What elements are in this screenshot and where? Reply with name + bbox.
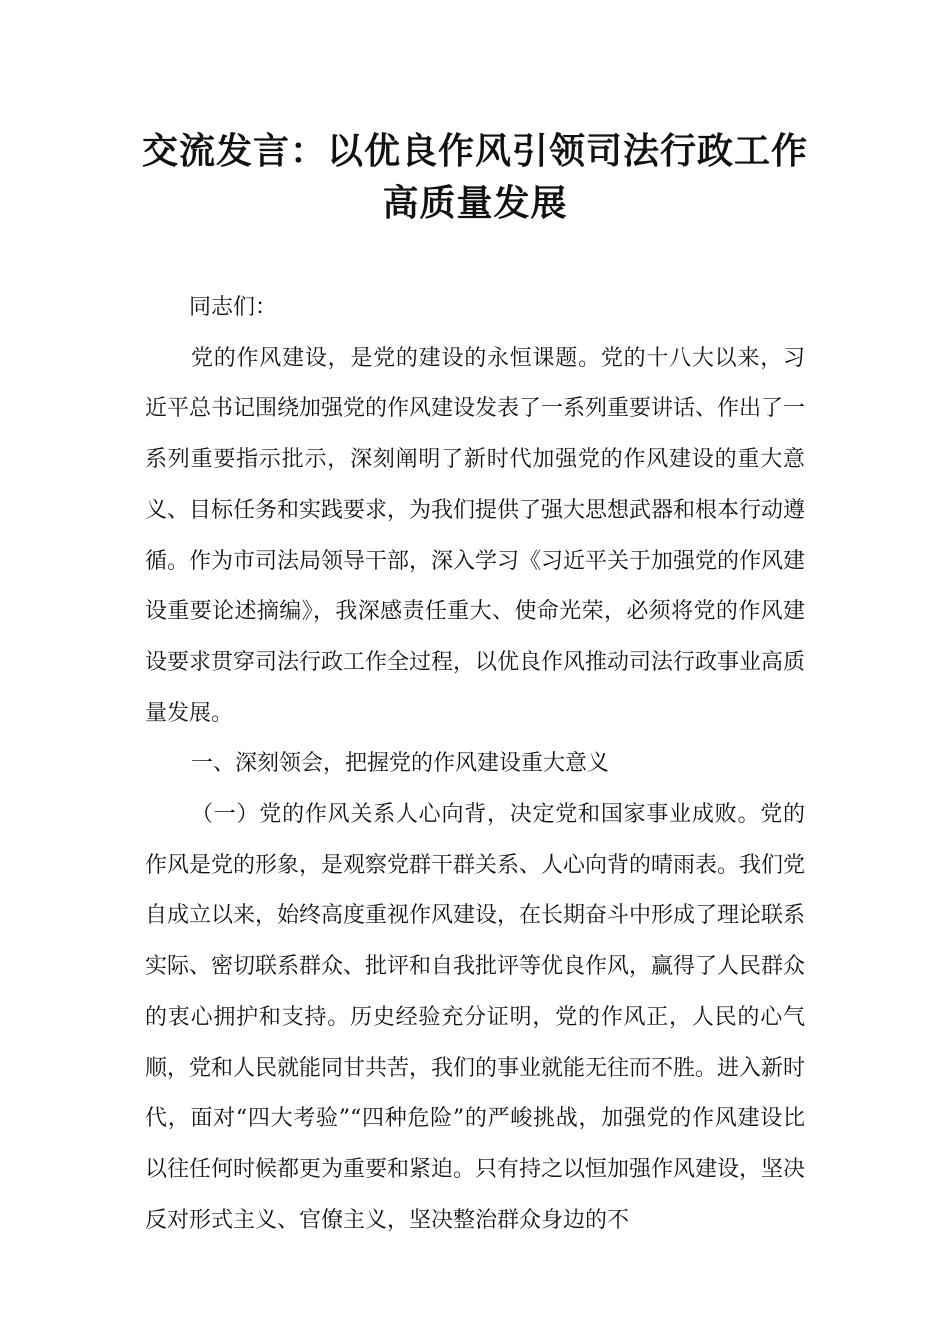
subsection-paragraph: （一）党的作风关系人心向背，决定党和国家事业成败。党的作风是党的形象，是观察党群干群关系、人心向背的晴雨表。我们党自成立以来，始终高度重视作风建设，在长期奋斗中形成了理论联系实际、密切联系群众、批评和自我批评等优良作风，赢得了人民群众的衷心拥护和支持。历史经验充分证明，党的作风正，人民的心气顺，党和人民就能同甘共苦，我们的事业就能无往而不胜。进入新时代，面对“四大考验”“四种危险”的严峻挑战，加强党的作风建设比以往任何时候都更为重要和紧迫。只有持之以恒加强作风建设，坚决反对形式主义、官僚主义，坚决整治群众身边的不 xyxy=(145,802,806,1233)
document-body xyxy=(145,283,805,1246)
section-heading: 一、深刻领会，把握党的作风建设重大意义 xyxy=(191,751,610,777)
document-title-line-1: 交流发言：以优良作风引领司法行政工作 xyxy=(141,131,808,172)
salutation: 同志们： xyxy=(189,295,278,320)
document-title-line-2: 高质量发展 xyxy=(382,183,568,224)
intro-paragraph: 党的作风建设，是党的建设的永恒课题。党的十八大以来，习近平总书记围绕加强党的作风建设发表了一系列重要讲话、作出了一系列重要指示批示，深刻阐明了新时代加强党的作风建设的重大意义、目标任务和实践要求，为我们提供了强大思想武器和根本行动遵循。作为市司法局领导干部，深入学习《习近平关于加强党的作风建设重要论述摘编》，我深感责任重大、使命光荣，必须将党的作风建设要求贯穿司法行政工作全过程，以优良作风推动司法行政事业高质量发展。 xyxy=(145,345,806,726)
